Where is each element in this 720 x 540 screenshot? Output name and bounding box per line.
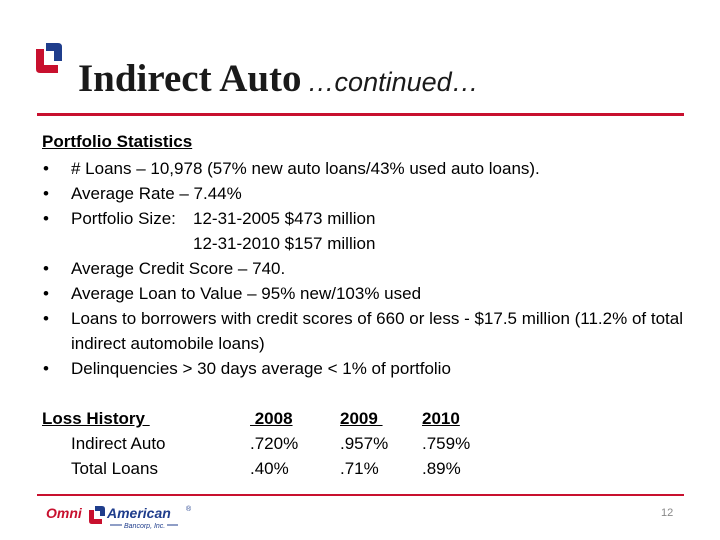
loss-history-table bbox=[42, 406, 707, 481]
table-header-row bbox=[42, 406, 707, 431]
row-label: Indirect Auto bbox=[71, 434, 166, 453]
bullet-icon: • bbox=[43, 309, 49, 328]
title-main: Indirect Auto bbox=[78, 57, 302, 100]
bullet-icon: • bbox=[43, 184, 49, 203]
logo-mark-small-icon bbox=[89, 506, 105, 524]
portfolio-size-label: Portfolio Size: bbox=[71, 209, 176, 228]
section-heading: Portfolio Statistics bbox=[42, 132, 193, 151]
bottom-divider bbox=[37, 494, 684, 496]
portfolio-size-values bbox=[193, 206, 375, 256]
column-header-2009: 2009 bbox=[340, 409, 383, 428]
list-item: • Delinquencies > 30 days average < 1% of portfolio bbox=[42, 356, 707, 381]
column-header-2008: 2008 bbox=[250, 409, 293, 428]
table-cell: .759% bbox=[422, 434, 471, 453]
table-row bbox=[42, 456, 707, 481]
column-header-2010: 2010 bbox=[422, 409, 460, 428]
bullet-icon: • bbox=[43, 209, 49, 228]
top-divider bbox=[37, 113, 684, 116]
portfolio-size-2010: 12-31-2010 $157 million bbox=[193, 234, 376, 253]
table-cell: .71% bbox=[340, 459, 379, 478]
page-title bbox=[78, 56, 479, 105]
table-cell: .957% bbox=[340, 434, 389, 453]
logo-registered-mark: ® bbox=[186, 506, 192, 513]
logo-text-omni: Omni bbox=[46, 505, 82, 521]
table-row bbox=[42, 431, 707, 456]
page-number: 12 bbox=[661, 507, 674, 519]
logo-text-american: American bbox=[107, 505, 171, 521]
portfolio-size-2005: 12-31-2005 $473 million bbox=[193, 209, 376, 228]
table-cell: .720% bbox=[250, 434, 299, 453]
title-subtitle: …continued… bbox=[307, 67, 479, 97]
list-item: • Average Credit Score – 740. bbox=[42, 256, 707, 281]
portfolio-size bbox=[71, 206, 707, 256]
table-cell: .89% bbox=[422, 459, 461, 478]
list-item: • Average Loan to Value – 95% new/103% used bbox=[42, 281, 707, 306]
list-item bbox=[42, 206, 707, 256]
bullet-icon: • bbox=[43, 284, 49, 303]
bullet-icon: • bbox=[43, 159, 49, 178]
list-item: • # Loans – 10,978 (57% new auto loans/43% used auto loans). bbox=[42, 156, 707, 181]
bullet-icon: • bbox=[43, 359, 49, 378]
bullet-icon: • bbox=[43, 259, 49, 278]
statistics-list bbox=[42, 156, 707, 381]
omniamerican-bancorp-logo bbox=[44, 503, 204, 529]
slide-body bbox=[42, 129, 707, 481]
row-label: Total Loans bbox=[71, 459, 158, 478]
logo-text-bancorp: Bancorp, Inc. bbox=[124, 523, 166, 529]
loss-history-heading: Loss History bbox=[42, 409, 150, 428]
omniamerican-logo-mark-icon bbox=[34, 41, 64, 75]
table-cell: .40% bbox=[250, 459, 289, 478]
list-item: • Loans to borrowers with credit scores of 660 or less - $17.5 million (11.2% of total indirect automobile loans) bbox=[42, 306, 707, 356]
list-item: • Average Rate – 7.44% bbox=[42, 181, 707, 206]
